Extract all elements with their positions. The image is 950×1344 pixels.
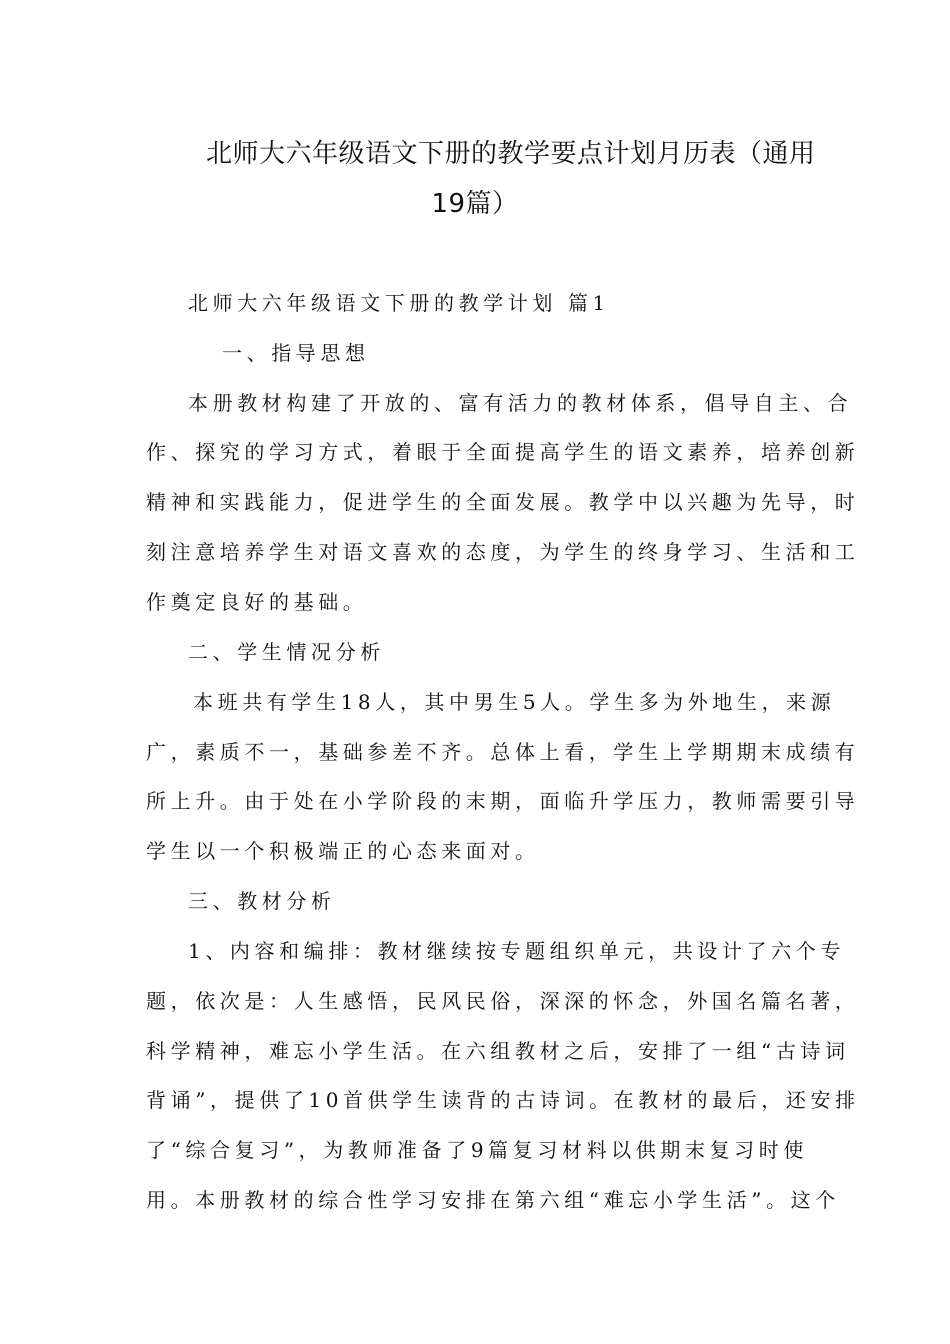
paragraph-line: 作、探究的学习方式，着眼于全面提高学生的语文素养，培养创新 (146, 440, 860, 464)
paragraph-line: 刻注意培养学生对语文喜欢的态度，为学生的终身学习、生活和工 (146, 540, 860, 564)
subtitle: 北师大六年级语文下册的教学计划 篇1 (188, 291, 610, 315)
paragraph-line: 本班共有学生18人，其中男生5人。学生多为外地生，来源 (193, 690, 836, 714)
paragraph-line: 了“综合复习”，为教师准备了9篇复习材料以供期末复习时使 (146, 1138, 808, 1162)
paragraph-line: 本册教材构建了开放的、富有活力的教材体系，倡导自主、合 (188, 391, 853, 415)
paragraph-line: 背诵”，提供了10首供学生读背的古诗词。在教材的最后，还安排 (146, 1088, 860, 1112)
paragraph-line: 用。本册教材的综合性学习安排在第六组“难忘小学生活”。这个 (146, 1188, 840, 1212)
paragraph-line: 作奠定良好的基础。 (146, 590, 368, 614)
paragraph-line: 1、内容和编排：教材继续按专题组织单元，共设计了六个专 (188, 939, 845, 963)
paragraph-line: 广，素质不一，基础参差不齐。总体上看，学生上学期期末成绩有 (146, 740, 860, 764)
paragraph-line: 精神和实践能力，促进学生的全面发展。教学中以兴趣为先导，时 (146, 490, 860, 514)
section-heading: 二、学生情况分析 (188, 640, 385, 664)
section-heading: 三、教材分析 (188, 889, 336, 913)
document-title-line1: 北师大六年级语文下册的教学要点计划月历表（通用 (206, 139, 816, 169)
paragraph-line: 科学精神，难忘小学生活。在六组教材之后，安排了一组“古诗词 (146, 1039, 850, 1063)
section-heading: 一、指导思想 (222, 341, 370, 365)
paragraph-line: 学生以一个积极端正的心态来面对。 (146, 839, 540, 863)
paragraph-line: 所上升。由于处在小学阶段的末期，面临升学压力，教师需要引导 (146, 789, 860, 813)
paragraph-line: 题，依次是：人生感悟，民风民俗，深深的怀念，外国名篇名著， (146, 989, 860, 1013)
document-title-line2: 19篇） (431, 189, 519, 219)
